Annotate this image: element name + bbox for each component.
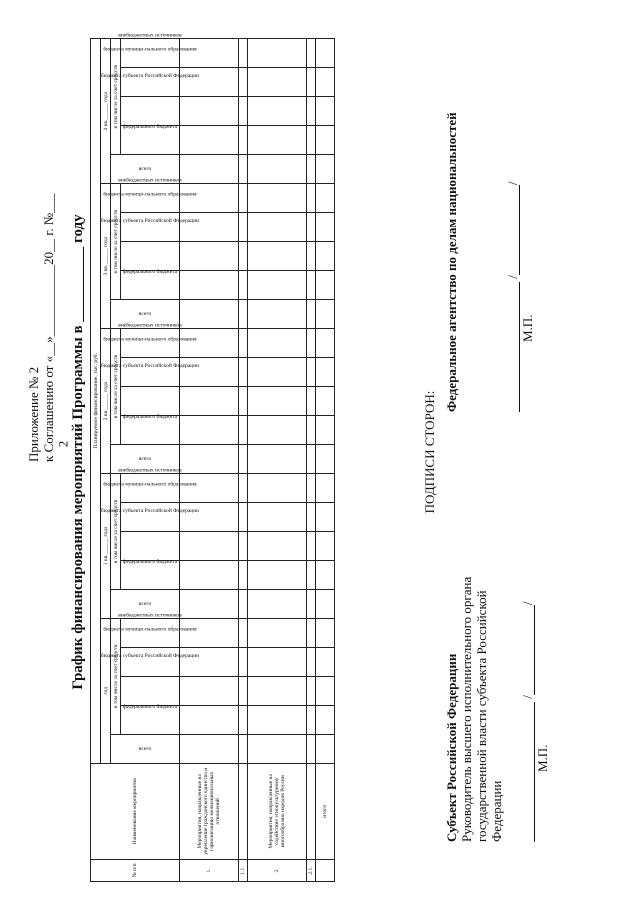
source-header-label: федерального бюджета	[122, 558, 178, 565]
source-header-label: бюджета субъекта Российской Федерации	[100, 362, 200, 369]
incl-header: в том числе за счет средств	[111, 618, 121, 734]
source-header-label: бюджета субъекта Российской Федерации	[100, 507, 200, 514]
value-cell	[316, 242, 335, 271]
value-cell	[239, 358, 248, 387]
value-cell	[248, 589, 307, 618]
period-header-2: 2 кв.______ года	[101, 329, 111, 474]
value-cell	[307, 184, 316, 213]
value-cell	[307, 560, 316, 589]
period-header-0: год	[101, 618, 111, 763]
value-cell	[248, 560, 307, 589]
value-cell	[316, 444, 335, 473]
page-number: 2	[55, 440, 71, 448]
value-cell	[180, 444, 239, 473]
value-cell	[180, 329, 239, 358]
value-cell	[316, 502, 335, 531]
value-cell	[307, 473, 316, 502]
value-cell	[316, 705, 335, 734]
value-cell	[180, 502, 239, 531]
value-cell	[180, 184, 239, 213]
value-cell	[307, 647, 316, 676]
value-cell	[316, 647, 335, 676]
value-cell	[239, 444, 248, 473]
table-row	[307, 39, 316, 882]
value-cell	[180, 647, 239, 676]
value-cell	[239, 271, 248, 300]
value-cell	[248, 734, 307, 763]
source-header	[118, 32, 182, 68]
value-cell	[307, 68, 316, 97]
row-name: итого	[316, 763, 335, 859]
value-cell	[239, 705, 248, 734]
value-cell	[239, 647, 248, 676]
value-cell	[239, 531, 248, 560]
row-name: Мероприятия, направленные на содействие этнокультурному многообразию народов России	[248, 763, 307, 859]
source-header	[118, 322, 182, 358]
right-party-title: Федеральное агентство по делам национальностей	[444, 112, 459, 412]
value-cell	[307, 39, 316, 68]
total-header-label: всего	[138, 455, 152, 462]
value-cell	[307, 531, 316, 560]
left-party-title: Субъект Российской Федерации	[444, 653, 459, 842]
total-header	[111, 734, 180, 763]
left-signature-line: //	[520, 542, 535, 842]
source-header	[121, 413, 180, 445]
value-cell	[316, 473, 335, 502]
value-cell	[307, 155, 316, 184]
value-cell	[316, 358, 335, 387]
table-row	[316, 39, 335, 882]
value-cell	[239, 560, 248, 589]
table-row	[239, 39, 248, 882]
value-cell	[307, 126, 316, 155]
value-cell	[239, 155, 248, 184]
value-cell	[307, 676, 316, 705]
value-cell	[239, 184, 248, 213]
value-cell	[248, 416, 307, 445]
annex-line-2: к Соглашению от «__»___________20__ г. №___	[41, 193, 56, 462]
value-cell	[316, 560, 335, 589]
left-stamp: М.П.	[535, 744, 550, 772]
value-cell	[248, 387, 307, 416]
value-cell	[180, 39, 239, 68]
value-cell	[248, 300, 307, 329]
value-cell	[180, 387, 239, 416]
value-cell	[316, 97, 335, 126]
value-cell	[239, 126, 248, 155]
value-cell	[307, 271, 316, 300]
value-cell	[316, 329, 335, 358]
value-cell	[180, 676, 239, 705]
annex-header	[26, 193, 56, 462]
source-header-label: федерального бюджета	[122, 703, 178, 710]
source-header-label: бюджета субъекта Российской Федерации	[100, 73, 200, 80]
value-cell	[239, 300, 248, 329]
value-cell	[248, 184, 307, 213]
value-cell	[180, 705, 239, 734]
value-cell	[307, 213, 316, 242]
row-number: 1.	[180, 859, 239, 881]
source-header-label: бюджета муници-пального образования	[103, 626, 197, 633]
value-cell	[248, 242, 307, 271]
planned-financing-header: Планируемое финансирование, тыс. руб.	[91, 39, 101, 764]
source-header-label: внебюджетных источников	[118, 612, 182, 619]
value-cell	[248, 68, 307, 97]
row-number: 2.1.	[307, 859, 316, 881]
total-header-label: всего	[138, 311, 152, 318]
incl-header: в том числе за счет средств	[111, 473, 121, 589]
value-cell	[307, 618, 316, 647]
value-cell	[248, 473, 307, 502]
row-number	[316, 859, 335, 881]
total-header-label: всего	[138, 166, 152, 173]
row-name	[307, 763, 316, 859]
value-cell	[316, 416, 335, 445]
source-header-label: внебюджетных источников	[118, 32, 182, 39]
value-cell	[180, 416, 239, 445]
value-cell	[239, 39, 248, 68]
value-cell	[180, 618, 239, 647]
source-header-label: федерального бюджета	[122, 269, 178, 276]
value-cell	[307, 502, 316, 531]
value-cell	[180, 300, 239, 329]
value-cell	[316, 531, 335, 560]
source-header-label: бюджета субъекта Российской Федерации	[100, 218, 200, 225]
value-cell	[239, 329, 248, 358]
row-number: 1.1.	[239, 859, 248, 881]
row-name	[239, 763, 248, 859]
value-cell	[316, 300, 335, 329]
value-cell	[316, 68, 335, 97]
incl-header: в том числе за счет средств	[111, 184, 121, 300]
source-header	[118, 612, 182, 647]
value-cell	[180, 473, 239, 502]
value-cell	[307, 97, 316, 126]
value-cell	[239, 618, 248, 647]
col-name-header: Наименование мероприятия	[91, 763, 180, 859]
value-cell	[248, 39, 307, 68]
value-cell	[316, 734, 335, 763]
value-cell	[180, 126, 239, 155]
value-cell	[180, 242, 239, 271]
value-cell	[316, 155, 335, 184]
value-cell	[248, 705, 307, 734]
value-cell	[248, 213, 307, 242]
total-header-label: всего	[138, 600, 152, 607]
value-cell	[307, 416, 316, 445]
source-header-label: бюджета муници-пального образования	[103, 336, 197, 343]
value-cell	[239, 416, 248, 445]
value-cell	[248, 618, 307, 647]
source-header	[118, 177, 182, 213]
value-cell	[307, 300, 316, 329]
source-header-label: федерального бюджета	[122, 124, 178, 131]
value-cell	[248, 97, 307, 126]
value-cell	[239, 387, 248, 416]
value-cell	[316, 126, 335, 155]
left-signature-block	[444, 542, 550, 842]
value-cell	[316, 213, 335, 242]
incl-header: в том числе за счет средств	[111, 39, 121, 155]
rotated-page	[20, 22, 620, 882]
value-cell	[248, 126, 307, 155]
value-cell	[316, 184, 335, 213]
col-number-header: № п/п	[91, 859, 180, 881]
value-cell	[239, 68, 248, 97]
source-header	[103, 626, 197, 676]
source-header-label: федерального бюджета	[122, 413, 178, 420]
value-cell	[307, 705, 316, 734]
financing-table	[90, 32, 335, 882]
value-cell	[248, 358, 307, 387]
value-cell	[248, 155, 307, 184]
source-header-label: бюджета муници-пального образования	[103, 481, 197, 488]
value-cell	[180, 271, 239, 300]
value-cell	[180, 560, 239, 589]
right-signature-block	[444, 52, 535, 412]
value-cell	[248, 329, 307, 358]
source-header-label: бюджета муници-пального образования	[103, 46, 197, 53]
source-header-label: внебюджетных источников	[118, 177, 182, 184]
value-cell	[307, 387, 316, 416]
value-cell	[239, 213, 248, 242]
left-party-position: Руководитель высшего исполнительного органа государственной власти субъекта Российской Федерации	[459, 576, 504, 842]
value-cell	[307, 329, 316, 358]
value-cell	[316, 676, 335, 705]
source-header	[103, 481, 197, 531]
value-cell	[239, 676, 248, 705]
value-cell	[248, 502, 307, 531]
value-cell	[239, 473, 248, 502]
value-cell	[180, 155, 239, 184]
period-header-4: 4 кв.______ года	[101, 39, 111, 184]
value-cell	[248, 647, 307, 676]
table-row	[248, 39, 307, 882]
value-cell	[239, 97, 248, 126]
source-header	[121, 271, 180, 300]
source-header	[121, 705, 180, 734]
value-cell	[248, 676, 307, 705]
signatures-heading: ПОДПИСИ СТОРОН:	[422, 390, 437, 514]
value-cell	[316, 271, 335, 300]
value-cell	[248, 444, 307, 473]
value-cell	[248, 271, 307, 300]
value-cell	[180, 531, 239, 560]
value-cell	[316, 39, 335, 68]
source-header-label: бюджета субъекта Российской Федерации	[100, 652, 200, 659]
value-cell	[316, 387, 335, 416]
table-row	[180, 39, 239, 882]
value-cell	[316, 589, 335, 618]
source-header-label: внебюджетных источников	[118, 322, 182, 329]
value-cell	[248, 531, 307, 560]
value-cell	[239, 589, 248, 618]
value-cell	[307, 589, 316, 618]
row-name: Мероприятия, направленные на укрепление гражданского единства и гармонизацию межнациональных отношений	[180, 763, 239, 859]
source-header	[118, 467, 182, 502]
row-number: 2.	[248, 859, 307, 881]
source-header	[121, 126, 180, 155]
value-cell	[239, 734, 248, 763]
incl-header: в том числе за счет средств	[111, 329, 121, 445]
document-title: График финансирования мероприятий Программы в __________ году	[70, 214, 86, 690]
annex-line-1: Приложение № 2	[26, 366, 41, 462]
value-cell	[307, 358, 316, 387]
value-cell	[180, 97, 239, 126]
period-header-3: 3 кв.______ года	[101, 184, 111, 329]
value-cell	[316, 618, 335, 647]
total-header-label: всего	[138, 745, 152, 752]
value-cell	[239, 242, 248, 271]
source-header-label: бюджета муници-пального образования	[103, 191, 197, 198]
source-header-label: внебюджетных источников	[118, 467, 182, 474]
value-cell	[180, 589, 239, 618]
value-cell	[307, 444, 316, 473]
value-cell	[307, 734, 316, 763]
right-stamp: М.П.	[520, 314, 535, 342]
right-signature-line: //	[505, 52, 520, 412]
period-header-1: 1 кв.______ года	[101, 473, 111, 618]
source-header	[121, 560, 180, 589]
value-cell	[180, 734, 239, 763]
value-cell	[307, 242, 316, 271]
value-cell	[239, 502, 248, 531]
